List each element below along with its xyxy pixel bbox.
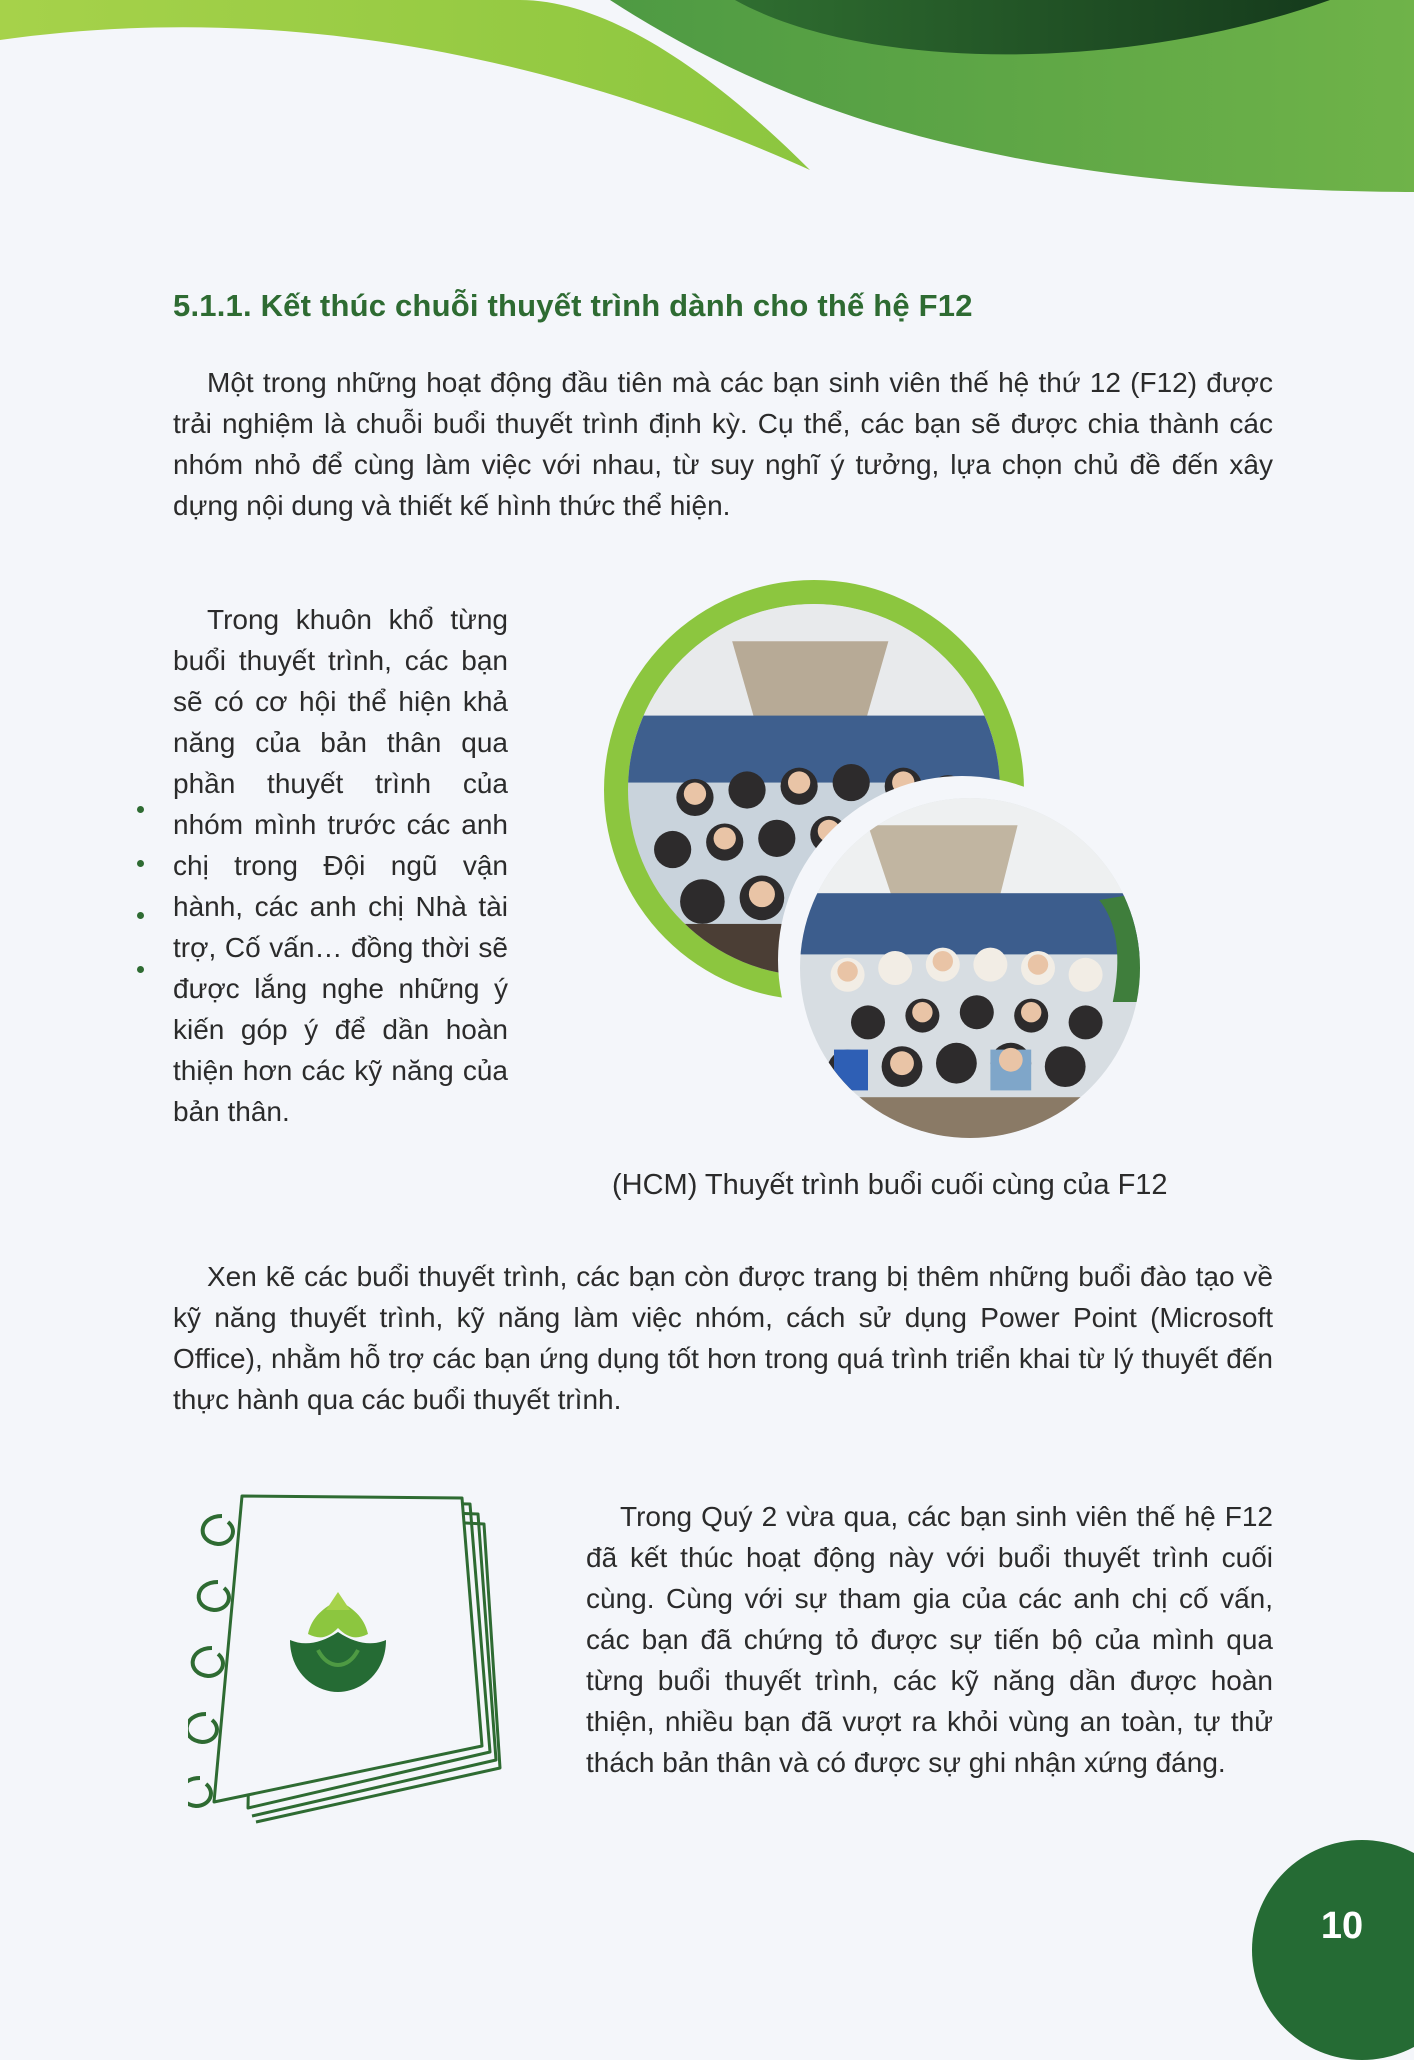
training-paragraph: Xen kẽ các buổi thuyết trình, các bạn còn được trang bị thêm những buổi đào tạo về kỹ năng thuyết trình, kỹ năng làm việc nhóm, cách sử dụng Power Point (Microsoft Office), nhằm hỗ trợ các bạn ứng dụng tốt hơn trong quá trình triển khai từ lý thuyết đến thực hành qua các buổi thuyết trình. bbox=[173, 1261, 1273, 1415]
intro-paragraph: Một trong những hoạt động đầu tiên mà các bạn sinh viên thế hệ thứ 12 (F12) được trải nghiệm là chuỗi buổi thuyết trình định kỳ. Cụ thể, các bạn sẽ được chia thành các nhóm nhỏ để cùng làm việc với nhau, từ suy nghĩ ý tưởng, lựa chọn chủ đề đến xây dựng nội dung và thiết kế hình thức thể hiện. bbox=[173, 367, 1273, 521]
bullet-dot bbox=[137, 912, 144, 919]
photo-caption: (HCM) Thuyết trình buổi cuối cùng của F12 bbox=[612, 1169, 1168, 1201]
bullet-dot bbox=[137, 806, 144, 813]
group-photo-bottom bbox=[800, 798, 1140, 1138]
page-number: 10 bbox=[1320, 1905, 1364, 1947]
bullet-dot bbox=[137, 860, 144, 867]
header-wave-decoration bbox=[0, 0, 1414, 200]
section-heading: 5.1.1. Kết thúc chuỗi thuyết trình dành cho thế hệ F12 bbox=[173, 288, 973, 323]
notebook-icon bbox=[188, 1490, 508, 1830]
bullet-dot bbox=[137, 966, 144, 973]
closing-paragraph: Trong Quý 2 vừa qua, các bạn sinh viên thế hệ F12 đã kết thúc hoạt động này với buổi thuyết trình cuối cùng. Cùng với sự tham gia của các anh chị cố vấn, các bạn đã chứng tỏ được sự tiến bộ của mình qua từng buổi thuyết trình, các kỹ năng dần được hoàn thiện, nhiều bạn đã vượt ra khỏi vùng an toàn, tự thử thách bản thân và có được sự ghi nhận xứng đáng. bbox=[586, 1501, 1273, 1778]
side-paragraph: Trong khuôn khổ từng buổi thuyết trình, các bạn sẽ có cơ hội thể hiện khả năng của bản thân qua phần thuyết trình của nhóm mình trước các anh chị trong Đội ngũ vận hành, các anh chị Nhà tài trợ, Cố vấn… đồng thời sẽ được lắng nghe những ý kiến góp ý để dần hoàn thiện hơn các kỹ năng của bản thân. bbox=[173, 604, 508, 1127]
page-number-badge bbox=[1252, 1840, 1414, 2060]
